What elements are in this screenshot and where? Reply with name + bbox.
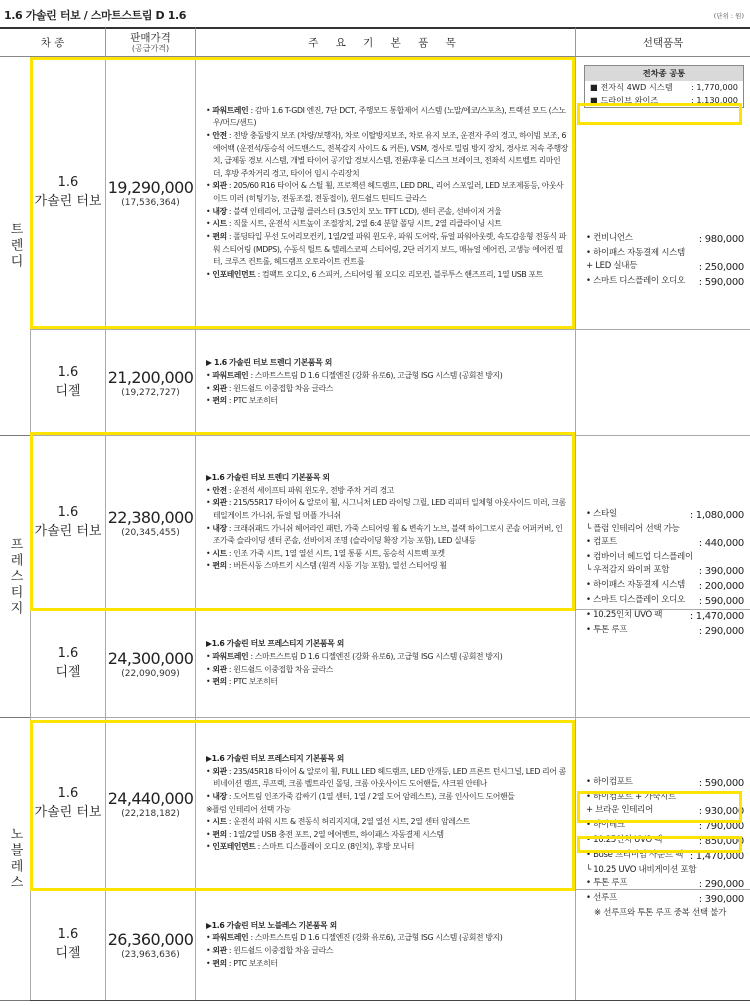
header-price (105, 27, 195, 57)
feature-detail: : 블랙 인테리어, 고급형 클러스터 (3.5인치 모노 TFT LCD), 센터 콘솔, 선바이저 거울 (226, 206, 502, 216)
option-price: : 980,000 (698, 234, 744, 245)
option-price: : 850,000 (698, 835, 744, 847)
option-item (586, 260, 744, 275)
option-price: : 200,000 (698, 580, 744, 592)
feature-category: 편의 (212, 677, 227, 687)
option-name: • 투톤 루프 (586, 624, 628, 635)
trim-name: 노블레스 (7, 827, 23, 891)
supply-price: (19,272,727) (121, 387, 180, 398)
feature-category: 파워트레인 (212, 105, 249, 115)
sale-price: 26,360,000 (107, 930, 194, 949)
feature-item: • 인포테인먼트 : 스마트 디스플레이 오디오 (8인치), 후방 모니터 (206, 842, 415, 852)
engine-cell (30, 436, 105, 609)
engine-cell (30, 330, 105, 435)
base-items-note: ▶1.6 가솔린 터보 노블레스 기본품목 외 (206, 920, 337, 930)
engine-cell (30, 718, 105, 889)
feature-item: • 안전 : 운전석 세이프티 파워 윈도우, 전방 주차 거리 경고 (206, 485, 394, 495)
feature-item: • 내장 : 크래쉬패드 가니쉬 헤어라인 패턴, 가죽 스티어링 휠 & 변속기 노브, 블랙 하이그로시 콘솔 어퍼커버, 인조가죽 슬라이딩 센터 콘솔, 선바이저 조명 (슬라이딩 확장 기능 포함), LED 실내등 (206, 523, 563, 546)
option-item (586, 849, 744, 864)
feature-category: 파워트레인 (212, 651, 249, 661)
trim-group-label (0, 718, 30, 1001)
table-row (30, 718, 750, 918)
feature-detail: : PTC 보조히터 (226, 396, 278, 406)
feature-detail: : 스마트스트림 D 1.6 디젤엔진 (강화 유로6), 고급형 ISG 시스템 (공회전 방지) (248, 651, 503, 661)
feature-item: • 안전 : 전방 충돌방지 보조 (차량/보행자), 차로 이탈방지보조, 차로 유지 보조, 운전자 주의 경고, 하이빔 보조, 6에어백 (운전석/동승석 어드밴스드, 전복감지 사이드 & 커튼), VSM, 경사로 밀림 방지 장치, 경사로 저속 주행장치, 급제동 경보 시스템, 개별 타이어 공기압 경보시스템, 전륜/후륜 디스크 브레이크, 전좌석 시트벨트 리마인더, 후방 주차거리 경고, 타이어 임시 수리장치 (206, 130, 568, 178)
engine-displacement: 1.6 (57, 364, 79, 380)
supply-price: (22,218,182) (121, 808, 180, 819)
option-name: • 하이컴포트 (586, 777, 633, 787)
option-item (586, 232, 744, 247)
sale-price: 19,290,000 (107, 178, 194, 197)
feature-item: • 외관 : 윈드쉴드 이중접합 차음 글라스 (206, 946, 334, 955)
option-name: └ 플럼 인테리어 선택 가능 (586, 524, 680, 534)
feature-category: 외관 (212, 181, 227, 191)
feature-category: 안전 (212, 130, 227, 140)
feature-item: • 외관 : 235/45R18 타이어 & 알로이 휠, FULL LED 헤드램프, LED 안개등, LED 프론트 턴시그널, LED 리어 콤비네이션 램프, 루프랙, 크롬 벨트라인 몰딩, 크롬 아웃사이드 도어핸들, 샤크핀 안테나 (206, 766, 566, 789)
base-items-note: ▶ 1.6 가솔린 터보 트렌디 기본품목 외 (206, 358, 332, 368)
feature-item: • 시트 : 운전석 파워 시트 & 전동식 허리지지대, 2열 열선 시트, 2열 센터 암레스트 (206, 817, 470, 827)
feature-detail: : 윈드쉴드 이중접합 차음 글라스 (226, 664, 334, 674)
option-item (586, 804, 744, 819)
option-price: : 390,000 (698, 565, 744, 577)
option-name: + 브라운 인테리어 (586, 804, 654, 815)
option-item (586, 275, 744, 290)
trim-group-label (0, 57, 30, 436)
feature-detail: : 버튼시동 스마트키 시스템 (원격 시동 기능 포함), 열선 스티어링 휠 (226, 561, 447, 571)
option-name: • 하이패스 자동결제 시스템 (586, 248, 685, 258)
base-items-note: ▶1.6 가솔린 터보 프레스티지 기본품목 외 (206, 639, 344, 649)
option-item (586, 864, 744, 877)
feature-item: • 시트 : 인조 가죽 시트, 1열 열선 시트, 1열 통풍 시트, 동승석 시트백 포켓 (206, 548, 445, 558)
option-price: : 590,000 (698, 595, 744, 607)
feature-category: 편의 (212, 231, 227, 241)
engine-type: 디젤 (55, 946, 81, 961)
option-price: : 290,000 (698, 625, 744, 637)
feature-category: 내장 (212, 523, 227, 533)
option-item (586, 564, 744, 579)
option-item (586, 594, 744, 609)
common-option-name: ■ 드라이브 와이즈 (590, 95, 659, 105)
option-item (586, 791, 744, 804)
table-row (30, 330, 750, 436)
engine-displacement: 1.6 (57, 504, 79, 520)
feature-category: 내장 (212, 791, 227, 801)
feature-category: 편의 (212, 958, 227, 968)
feature-category: 시트 (212, 548, 227, 558)
engine-type: 가솔린 터보 (34, 194, 102, 209)
engine-type: 가솔린 터보 (34, 523, 102, 539)
engine-cell (30, 890, 105, 1000)
feature-detail: : 인조 가죽 시트, 1열 열선 시트, 1열 통풍 시트, 동승석 시트백 포켓 (226, 548, 445, 558)
feature-detail: : 205/60 R16 타이어 & 스틸 휠, 프로젝션 헤드램프, LED DRL, 리어 스포일러, LED 보조제동등, 아웃사이드 미러 (히팅기능, 전동조절, 전동접이), 윈드쉴드 틴티드 글라스 (213, 181, 564, 203)
header-price-label: 판매가격 (130, 31, 171, 44)
option-name: • 스마트 디스플레이 오디오 (586, 594, 685, 605)
feature-detail: : 전방 충돌방지 보조 (차량/보행자), 차로 이탈방지보조, 차로 유지 보조, 운전자 주의 경고, 하이빔 보조, 6에어백 (운전석/동승석 어드밴스드, 전복감지 사이드 & 커튼), VSM, 경사로 밀림 방지 장치, 경사로 저속 주행장치, 급제동 경보 시스템, 개별 타이어 공기압 경보시스템, 전륜/후륜 디스크 브레이크, 전좌석 시트벨트 리마인더, 후방 주차거리 경고, 타이어 임시 수리장치 (213, 130, 568, 178)
common-option-item (585, 81, 743, 94)
option-name: • 컴포트 (586, 536, 617, 547)
common-options-box (584, 65, 744, 108)
main-items-cell (195, 57, 575, 329)
option-name: • 스마트 디스플레이 오디오 (586, 275, 685, 286)
feature-item: • 파워트레인 : 스마트스트림 D 1.6 디젤엔진 (강화 유로6), 고급형 ISG 시스템 (공회전 방지) (206, 651, 503, 661)
table-row (30, 610, 750, 718)
engine-displacement: 1.6 (57, 175, 79, 191)
trim-name: 프레스티지 (7, 536, 23, 617)
feature-category: 안전 (212, 485, 227, 495)
feature-item: • 시트 : 직물 시트, 운전석 시트높이 조절장치, 2열 6:4 분할 폴딩 시트, 2열 리클라이닝 시트 (206, 219, 502, 229)
feature-category: 편의 (212, 561, 227, 571)
feature-category: 편의 (212, 396, 227, 406)
feature-detail: : 컴팩트 오디오, 6 스피커, 스티어링 휠 오디오 리모컨, 블루투스 핸즈프리, 1열 USB 포트 (255, 269, 543, 279)
feature-item: • 인포테인먼트 : 컴팩트 오디오, 6 스피커, 스티어링 휠 오디오 리모컨, 블루투스 핸즈프리, 1열 USB 포트 (206, 269, 543, 279)
header-main-items: 주 요 기 본 품 목 (195, 27, 575, 57)
feature-detail: : 운전석 파워 시트 & 전동식 허리지지대, 2열 열선 시트, 2열 센터 암레스트 (226, 817, 470, 827)
option-name: • 하이테크 (586, 819, 625, 830)
feature-item (206, 804, 569, 817)
feature-item: • 내장 : 블랙 인테리어, 고급형 클러스터 (3.5인치 모노 TFT LCD), 센터 콘솔, 선바이저 거울 (206, 206, 502, 216)
feature-detail: : 스마트스트림 D 1.6 디젤엔진 (강화 유로6), 고급형 ISG 시스템 (공회전 방지) (248, 933, 503, 943)
feature-category: 외관 (212, 498, 227, 508)
feature-detail: : PTC 보조히터 (226, 677, 278, 687)
main-items-cell (195, 330, 575, 435)
feature-category: 파워트레인 (212, 933, 249, 943)
feature-item: • 외관 : 윈드쉴드 이중접합 차음 글라스 (206, 383, 334, 393)
engine-displacement: 1.6 (57, 927, 79, 943)
header-price-sub: (공급가격) (131, 43, 170, 53)
common-option-price: : 1,130,000 (690, 95, 738, 105)
option-name: • 하이컴포트 + 가죽시트 (586, 792, 676, 802)
options-cell (575, 610, 750, 717)
option-name: • 10.25인치 UVO 팩 (586, 834, 663, 845)
feature-category: 파워트레인 (212, 370, 249, 380)
price-cell (105, 718, 195, 889)
feature-category: 편의 (212, 829, 227, 839)
main-items-cell (195, 718, 575, 889)
option-name: • Bose 프리미엄 사운드 팩 (586, 849, 684, 860)
table-row (30, 436, 750, 637)
price-cell (105, 610, 195, 717)
feature-category: 시트 (212, 817, 227, 827)
trim-group-label (0, 436, 30, 718)
engine-type: 디젤 (55, 664, 81, 680)
feature-item: • 편의 : 폴딩타입 무선 도어리모컨키, 1열/2열 파워 윈도우, 파워 도어락, 듀얼 파워아웃렛, 속도감응형 전동식 파워 스티어링 (MDPS), 수동식 틸트 & 텔레스코픽 스티어링, 2단 러기지 보드, 매뉴얼 에어컨, 고생능 에어컨 필터, 크루즈 컨트롤, 헤드램프 오토라이트 컨트롤 (206, 231, 567, 267)
feature-detail: : 215/55R17 타이어 & 알로이 휠, 시그니처 LED 라이팅 그릴, LED 리피터 일체형 아웃사이드 미러, 크롬 테일게이트 가니쉬, 듀얼 팁 머플 가니쉬 (213, 498, 566, 520)
feature-detail: : 스마트스트림 D 1.6 디젤엔진 (강화 유로6), 고급형 ISG 시스템 (공회전 방지) (248, 370, 503, 380)
feature-detail: : 운전석 세이프티 파워 윈도우, 전방 주차 거리 경고 (226, 485, 394, 495)
feature-category: 외관 (212, 766, 227, 776)
feature-item: • 파워트레인 : 스마트스트림 D 1.6 디젤엔진 (강화 유로6), 고급형 ISG 시스템 (공회전 방지) (206, 370, 503, 380)
price-cell (105, 890, 195, 1000)
price-cell (105, 330, 195, 435)
document-title: 1.6 가솔린 터보 / 스마트스트림 D 1.6 (4, 9, 186, 22)
option-name: + LED 실내등 (586, 260, 638, 271)
option-price: : 590,000 (698, 276, 744, 288)
option-price: : 440,000 (698, 537, 744, 549)
common-option-name: ■ 전자식 4WD 시스템 (590, 82, 673, 92)
option-price: : 1,080,000 (689, 510, 744, 521)
option-name: • 투톤 루프 (586, 877, 628, 888)
option-price: : 590,000 (698, 778, 744, 789)
option-item (586, 819, 744, 834)
trim-name: 트렌디 (7, 222, 23, 270)
feature-category: 인포테인먼트 (212, 269, 256, 279)
option-item (586, 247, 744, 260)
engine-type: 디젤 (55, 383, 81, 399)
feature-detail: : PTC 보조히터 (226, 958, 278, 968)
option-item (586, 536, 744, 551)
feature-detail: : 크래쉬패드 가니쉬 헤어라인 패턴, 가죽 스티어링 휠 & 변속기 노브, 블랙 하이그로시 콘솔 어퍼커버, 인조가죽 슬라이딩 센터 콘솔, 선바이저 조명 (슬라이딩 확장 기능 포함), LED 실내등 (213, 523, 563, 546)
header-options: 선택품목 (575, 27, 750, 57)
options-cell (575, 57, 750, 329)
option-name: • 컴바이너 헤드업 디스플레이 (586, 551, 693, 562)
feature-detail: : 윈드쉴드 이중접합 차음 글라스 (226, 383, 334, 393)
option-name: └ 10.25 UVO 내비게이션 포함 (586, 864, 697, 875)
feature-category: 인포테인먼트 (212, 842, 256, 852)
option-item (586, 551, 744, 564)
feature-item: • 내장 : 도어트림 인조가죽 감싸기 (1열 센터, 1열 / 2열 도어 암레스트), 크롬 인사이드 도어핸들 (206, 791, 515, 801)
option-price: : 250,000 (698, 261, 744, 273)
engine-displacement: 1.6 (57, 785, 79, 801)
feature-item: • 외관 : 205/60 R16 타이어 & 스틸 휠, 프로젝션 헤드램프, LED DRL, 리어 스포일러, LED 보조제동등, 아웃사이드 미러 (히팅기능, 전동조절, 전동접이), 윈드쉴드 틴티드 글라스 (206, 181, 564, 203)
feature-item: • 편의 : PTC 보조히터 (206, 677, 278, 687)
main-items-cell (195, 436, 575, 609)
feature-item: • 편의 : 버튼시동 스마트키 시스템 (원격 시동 기능 포함), 열선 스티어링 휠 (206, 561, 447, 571)
option-price: : 790,000 (698, 820, 744, 832)
feature-detail: : 스마트 디스플레이 오디오 (8인치), 후방 모니터 (255, 842, 415, 852)
supply-price: (17,536,364) (121, 198, 180, 208)
engine-type: 가솔린 터보 (34, 804, 102, 820)
option-name: • 하이패스 자동결제 시스템 (586, 579, 685, 590)
engine-cell (30, 57, 105, 329)
engine-displacement: 1.6 (57, 645, 79, 661)
feature-detail: : 직물 시트, 운전석 시트높이 조절장치, 2열 6:4 분할 폴딩 시트, 2열 리클라이닝 시트 (226, 219, 502, 229)
feature-detail: ※플럼 인테리어 선택 가능 (206, 804, 291, 814)
option-price: : 1,470,000 (689, 850, 744, 862)
option-item (586, 776, 744, 791)
supply-price: (22,090,909) (121, 668, 180, 679)
engine-cell (30, 610, 105, 717)
feature-item: • 편의 : 1열/2열 USB 충전 포트, 2열 에어벤트, 하이패스 자동결제 시스템 (206, 829, 444, 839)
feature-category: 시트 (212, 219, 227, 229)
common-option-price: : 1,770,000 (690, 82, 738, 92)
feature-item: • 편의 : PTC 보조히터 (206, 396, 278, 406)
options-cell (575, 718, 750, 918)
price-cell (105, 57, 195, 329)
option-item (586, 508, 744, 523)
option-name: └ 우적감지 와이퍼 포함 (586, 564, 670, 575)
price-cell (105, 436, 195, 609)
feature-item: • 파워트레인 : 감마 1.6 T-GDI 엔진, 7단 DCT, 주행모드 통합제어 시스템 (노말/에코/스포츠), 트랙션 모드 (스노우/머드/샌드) (206, 105, 566, 128)
unit-note: (단위 : 원) (713, 12, 744, 20)
option-list (586, 232, 744, 290)
options-cell (575, 330, 750, 435)
main-items-cell (195, 610, 575, 717)
option-price: : 390,000 (698, 893, 744, 905)
option-item (586, 523, 744, 536)
feature-item: • 외관 : 윈드쉴드 이중접합 차음 글라스 (206, 664, 334, 674)
table-row (30, 57, 750, 330)
option-note: ※ 선루프와 투톤 루프 중복 선택 불가 (594, 907, 726, 918)
sale-price: 22,380,000 (107, 507, 194, 527)
feature-detail: : 폴딩타입 무선 도어리모컨키, 1열/2열 파워 윈도우, 파워 도어락, 듀얼 파워아웃렛, 속도감응형 전동식 파워 스티어링 (MDPS), 수동식 틸트 & 텔레스코픽 스티어링, 2단 러기지 보드, 매뉴얼 에어컨, 고생능 에어컨 필터, 크루즈 컨트롤, 헤드램프 오토라이트 컨트롤 (213, 231, 567, 267)
sale-price: 24,300,000 (107, 648, 194, 668)
base-items-note: ▶1.6 가솔린 터보 트렌디 기본품목 외 (206, 473, 330, 482)
feature-detail: : 감마 1.6 T-GDI 엔진, 7단 DCT, 주행모드 통합제어 시스템 (노말/에코/스포츠), 트랙션 모드 (스노우/머드/샌드) (213, 105, 566, 128)
feature-item: • 외관 : 215/55R17 타이어 & 알로이 휠, 시그니처 LED 라이팅 그릴, LED 리피터 일체형 아웃사이드 미러, 크롬 테일게이트 가니쉬, 듀얼 팁 머플 가니쉬 (206, 498, 566, 520)
feature-category: 외관 (212, 664, 227, 674)
option-name: • 컨비니언스 (586, 233, 633, 243)
feature-category: 내장 (212, 206, 227, 216)
main-items-cell (195, 890, 575, 1000)
common-options-title: 전차종 공통 (585, 66, 743, 81)
option-price: : 1,470,000 (689, 610, 744, 622)
options-cell (575, 436, 750, 637)
feature-detail: : 윈드쉴드 이중접합 차음 글라스 (226, 946, 334, 955)
header-trim: 차 종 (0, 27, 105, 57)
option-item (586, 579, 744, 594)
feature-detail: : 1열/2열 USB 충전 포트, 2열 에어벤트, 하이패스 자동결제 시스템 (226, 829, 444, 839)
option-price: : 930,000 (698, 805, 744, 817)
sale-price: 21,200,000 (107, 367, 194, 387)
option-price: : 290,000 (698, 878, 744, 890)
common-option-item (585, 94, 743, 107)
option-name: • 선루프 (586, 892, 617, 903)
sale-price: 24,440,000 (107, 788, 194, 808)
feature-detail: : 235/45R18 타이어 & 알로이 휠, FULL LED 헤드램프, LED 안개등, LED 프론트 턴시그널, LED 리어 콤비네이션 램프, 루프랙, 크롬 벨트라인 몰딩, 크롬 아웃사이드 도어핸들, 샤크핀 안테나 (213, 766, 566, 789)
feature-category: 외관 (212, 383, 227, 393)
table-row (30, 890, 750, 1001)
feature-category: 외관 (212, 946, 227, 955)
base-items-note: ▶1.6 가솔린 터보 프레스티지 기본품목 외 (206, 754, 344, 763)
option-item (586, 834, 744, 849)
option-name: • 스타일 (586, 509, 617, 519)
option-name: • 10.25인치 UVO 팩 (586, 609, 663, 620)
feature-detail: : 도어트림 인조가죽 감싸기 (1열 센터, 1열 / 2열 도어 암레스트), 크롬 인사이드 도어핸들 (226, 791, 515, 801)
supply-price: (23,963,636) (121, 950, 180, 960)
supply-price: (20,345,455) (121, 527, 180, 538)
feature-item: • 파워트레인 : 스마트스트림 D 1.6 디젤엔진 (강화 유로6), 고급형 ISG 시스템 (공회전 방지) (206, 933, 503, 943)
options-cell (575, 890, 750, 1000)
feature-item: • 편의 : PTC 보조히터 (206, 958, 278, 968)
